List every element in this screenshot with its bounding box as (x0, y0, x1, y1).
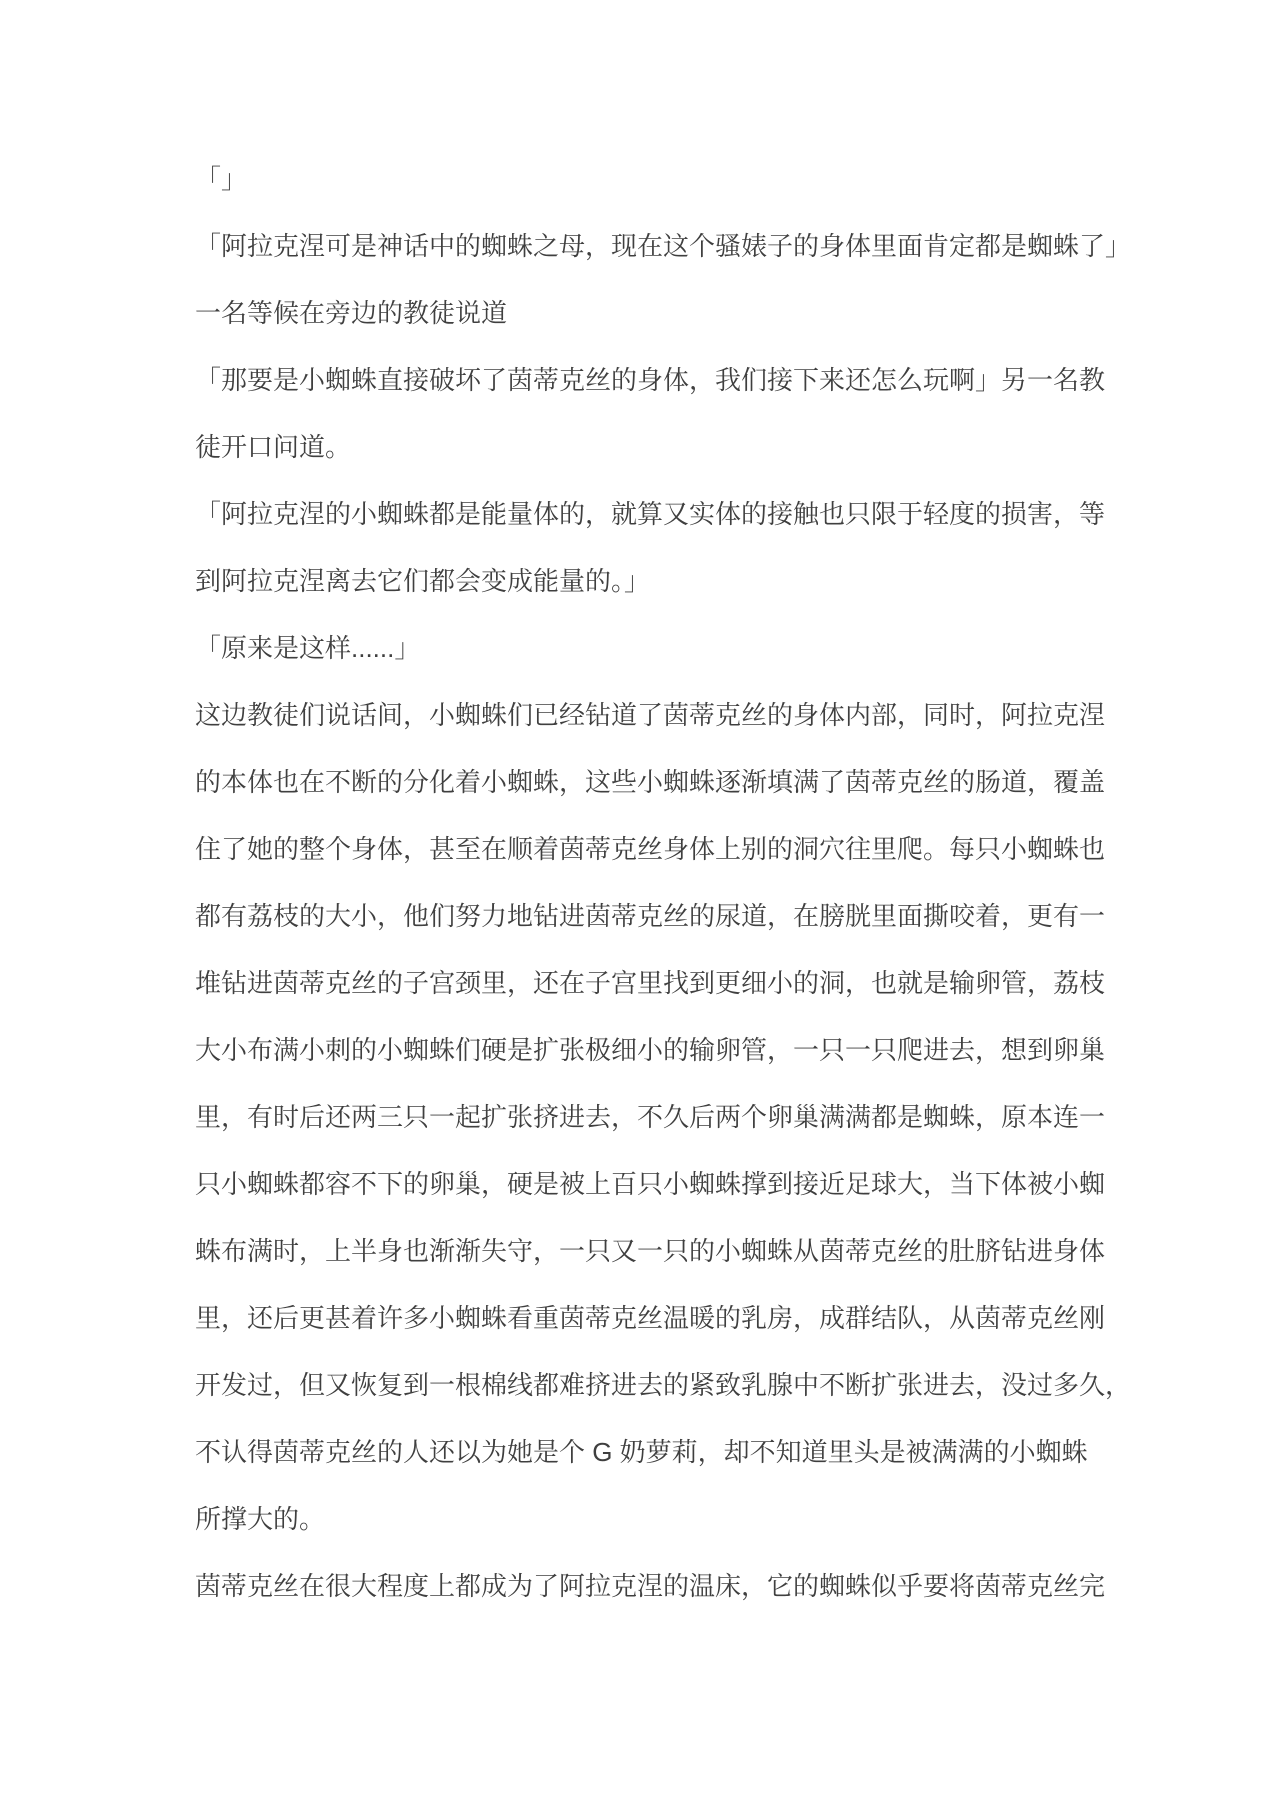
text-line: 「那要是小蜘蛛直接破坏了茵蒂克丝的身体，我们接下来还怎么玩啊」另一名教 (195, 365, 1106, 395)
text-line: 开发过，但又恢复到一根棉线都难挤进去的紧致乳腺中不断扩张进去，没过多久， (195, 1370, 1132, 1400)
text-line: 大小布满小刺的小蜘蛛们硬是扩张极细小的输卵管，一只一只爬进去，想到卵巢 (195, 1035, 1106, 1065)
text-line: 徒开口问道。 (195, 432, 352, 462)
text-line: 堆钻进茵蒂克丝的子宫颈里，还在子宫里找到更细小的洞，也就是输卵管，荔枝 (195, 968, 1106, 998)
text-line: 茵蒂克丝在很大程度上都成为了阿拉克涅的温床，它的蜘蛛似乎要将茵蒂克丝完 (195, 1571, 1106, 1601)
text-line: 不认得茵蒂克丝的人还以为她是个 G 奶萝莉，却不知道里头是被满满的小蜘蛛 (195, 1437, 1088, 1467)
text-line: 「」 (195, 164, 248, 194)
text-line: 里，有时后还两三只一起扩张挤进去，不久后两个卵巢满满都是蜘蛛，原本连一 (195, 1102, 1106, 1132)
text-line: 所撑大的。 (195, 1504, 326, 1534)
text-content (195, 146, 1130, 1620)
text-line: 蛛布满时，上半身也渐渐失守，一只又一只的小蜘蛛从茵蒂克丝的肚脐钻进身体 (195, 1236, 1106, 1266)
text-line: 一名等候在旁边的教徒说道 (195, 298, 508, 328)
text-line: 这边教徒们说话间，小蜘蛛们已经钻道了茵蒂克丝的身体内部，同时，阿拉克涅 (195, 700, 1106, 730)
text-line: 住了她的整个身体，甚至在顺着茵蒂克丝身体上别的洞穴往里爬。每只小蜘蛛也 (195, 834, 1106, 864)
text-line: 「原来是这样......」 (195, 633, 421, 663)
text-line: 都有荔枝的大小，他们努力地钻进茵蒂克丝的尿道，在膀胱里面撕咬着，更有一 (195, 901, 1106, 931)
text-line: 的本体也在不断的分化着小蜘蛛，这些小蜘蛛逐渐填满了茵蒂克丝的肠道，覆盖 (195, 767, 1106, 797)
text-line: 「阿拉克涅可是神话中的蜘蛛之母，现在这个骚婊子的身体里面肯定都是蜘蛛了」 (195, 231, 1132, 261)
text-line: 只小蜘蛛都容不下的卵巢，硬是被上百只小蜘蛛撑到接近足球大，当下体被小蜘 (195, 1169, 1106, 1199)
text-line: 里，还后更甚着许多小蜘蛛看重茵蒂克丝温暖的乳房，成群结队，从茵蒂克丝刚 (195, 1303, 1106, 1333)
text-line: 到阿拉克涅离去它们都会变成能量的。」 (195, 566, 651, 596)
text-line: 「阿拉克涅的小蜘蛛都是能量体的，就算又实体的接触也只限于轻度的损害，等 (195, 499, 1106, 529)
